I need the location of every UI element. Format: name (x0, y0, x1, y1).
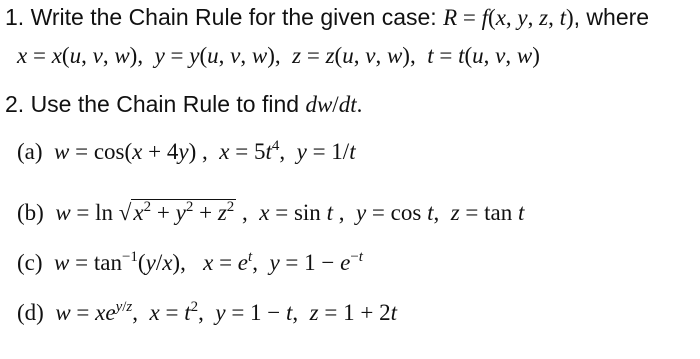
question-1-where: , where (573, 4, 650, 30)
question-1 (5, 6, 649, 29)
part-a (17, 140, 356, 163)
part-c (17, 251, 363, 274)
question-2 (5, 93, 362, 116)
part-b (17, 199, 524, 224)
question-1-text: 1. Write the Chain Rule for the given case: (5, 4, 444, 30)
question-1-formula: R = f(x, y, z, t) (443, 5, 574, 30)
part-b-label: (b) (17, 200, 44, 225)
square-root: $√x^2 + y^2 + z^2$ (118, 199, 235, 225)
part-d-label: (d) (17, 300, 44, 325)
part-d-expression: $w = xe^{y/z}$, $x = t^2$, y = 1 − t, z = 1 + 2t (55, 299, 397, 325)
part-c-label: (c) (17, 250, 43, 275)
part-d (17, 301, 397, 324)
part-a-label: (a) (17, 139, 43, 164)
part-b-expression: $w = \ln √x^2 + y^2 + z^2$ , x = sin t , y = cos t, z = tan t (55, 199, 525, 225)
part-c-expression: $w = \tan^{-1}(y/x)$, $x = e^t$, $y = 1 - e^{-t}$ (54, 249, 363, 275)
part-a-expression: w = cos(x + 4y) , $x = 5t^4$, y = 1/t (54, 138, 356, 164)
question-2-text: 2. Use the Chain Rule to find (5, 91, 306, 117)
question-2-formula: dw/dt. (305, 92, 363, 117)
question-1-equations: x = x(u, v, w), y = y(u, v, w), z = z(u, v, w), t = t(u, v, w) (17, 43, 540, 68)
